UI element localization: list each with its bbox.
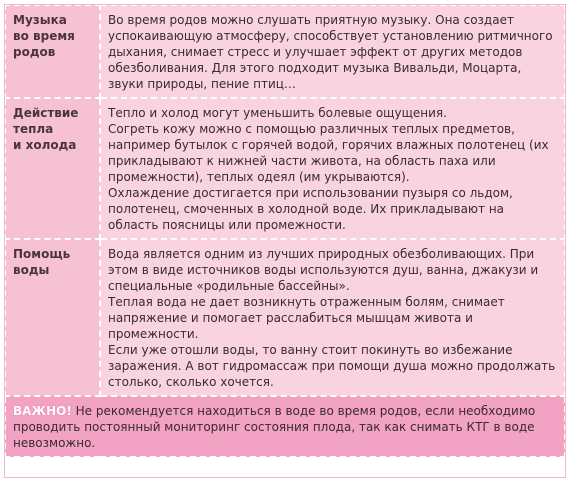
heading-line: Помощь bbox=[13, 247, 71, 261]
row-content-heat-cold bbox=[100, 98, 565, 239]
heading-line: во время bbox=[13, 29, 75, 43]
important-text: Не рекомендуется находиться в воде во время родов, если необходимо проводить постоянный мониторинг состояния плода, так как снимать КТГ в воде невозможно. bbox=[13, 404, 536, 450]
important-label: ВАЖНО! bbox=[13, 404, 72, 418]
row-heading-heat-cold bbox=[5, 98, 100, 239]
row-content-water bbox=[100, 239, 565, 396]
paragraph: Теплая вода не дает возникнуть отраженным болям, снимает напряжение и помогает расслабиться мышцам живота и промежности. bbox=[108, 295, 505, 341]
paragraph: Вода является одним из лучших природных обезболивающих. При этом в виде источников воды используются душ, ванна, джакузи и специальные «родильные бассейны». bbox=[108, 247, 539, 293]
paragraph: Тепло и холод могут уменьшить болевые ощущения. bbox=[108, 106, 447, 120]
row-content-music bbox=[100, 5, 565, 98]
important-note bbox=[5, 396, 565, 457]
table-row bbox=[5, 5, 565, 98]
row-heading-water bbox=[5, 239, 100, 396]
info-table bbox=[4, 4, 566, 458]
paragraph: Охлаждение достигается при использовании пузыря со льдом, полотенец, смоченных в холодной воде. Их прикладывают на область поясницы или промежности. bbox=[108, 186, 513, 232]
heading-line: родов bbox=[13, 45, 56, 59]
row-heading-music bbox=[5, 5, 100, 98]
table-row bbox=[5, 239, 565, 396]
heading-line: Музыка bbox=[13, 13, 67, 27]
paragraph: Во время родов можно слушать приятную музыку. Она создает успокаивающую атмосферу, способствует установлению ритмичного дыхания, снимает стресс и улучшает эффект от других методов обезболивания. Для этого подходит музыка Вивальди, Моцарта, звуки природы, пение птиц… bbox=[108, 13, 553, 91]
heading-line: и холода bbox=[13, 138, 77, 152]
heading-line: воды bbox=[13, 263, 50, 277]
paragraph: Если уже отошли воды, то ванну стоит покинуть во избежание заражения. А вот гидромассаж при помощи душа можно продолжать столько, сколько хочется. bbox=[108, 343, 556, 389]
paragraph: Согреть кожу можно с помощью различных теплых предметов, например бутылок с горячей водой, горячих влажных полотенец (их прикладывают к нижней части живота, на область паха или промежности), теплых одеял (им укрываются). bbox=[108, 122, 549, 184]
important-row bbox=[5, 396, 565, 457]
heading-line: Действие bbox=[13, 106, 79, 120]
table-row bbox=[5, 98, 565, 239]
heading-line: тепла bbox=[13, 122, 54, 136]
